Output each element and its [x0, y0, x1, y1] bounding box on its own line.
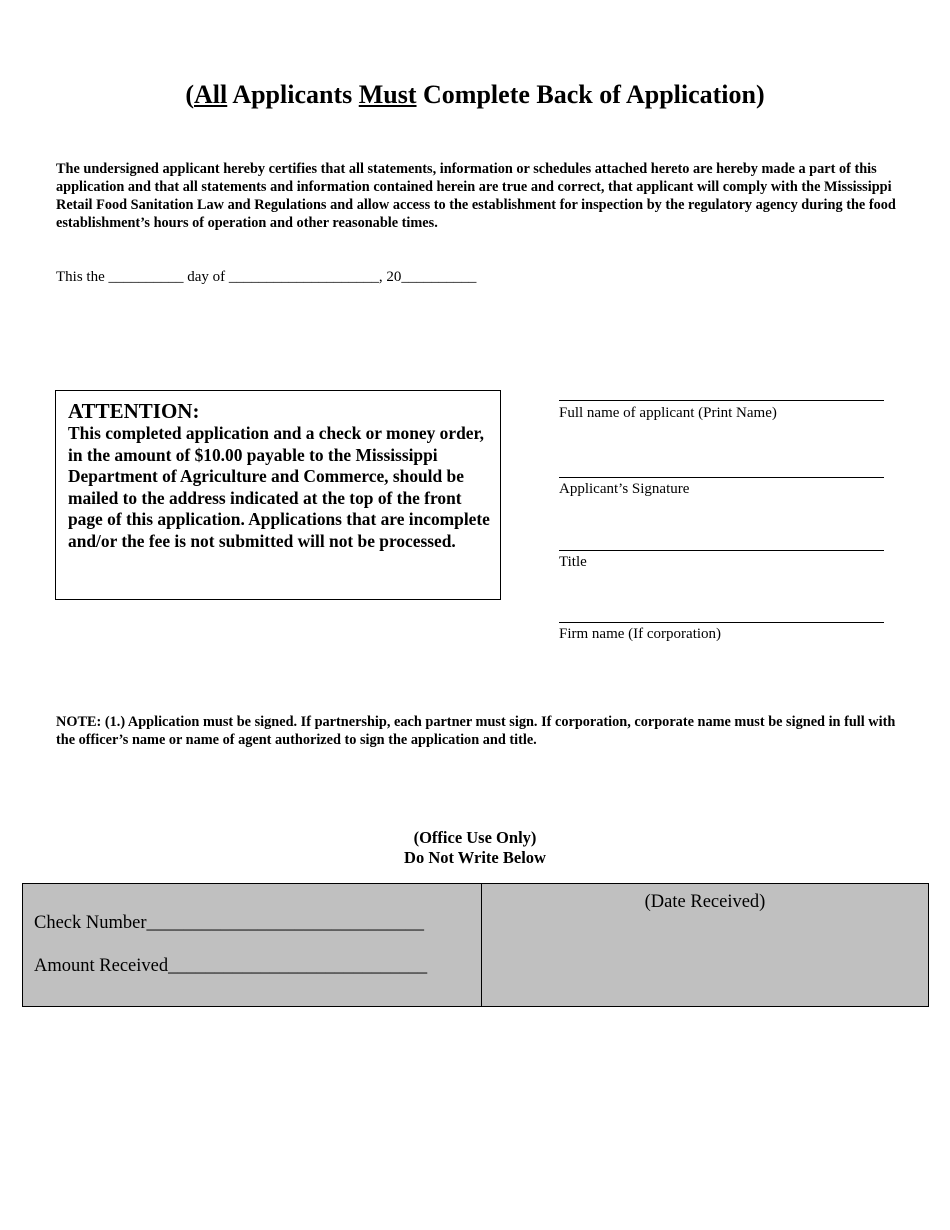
attention-heading: ATTENTION:: [68, 399, 200, 423]
date-received-label: (Date Received): [644, 892, 766, 912]
print-name-label: Full name of applicant (Print Name): [559, 405, 777, 421]
title-word-all: All: [194, 80, 228, 109]
signature-line[interactable]: [559, 477, 884, 478]
title-open-paren: (: [185, 80, 195, 109]
office-use-only-label: (Office Use Only): [413, 828, 537, 847]
title-rest: Complete Back of Application): [416, 80, 765, 109]
certification-paragraph: The undersigned applicant hereby certifies that all statements, information or schedules attached hereto are hereby made a part of this application and that all statements and information contained herein are true and correct, that applicant will comply with the Mississippi Retail Food Sanitation Law and Regulations and allow access to the establishment for inspection by the regulatory agency during the food establishment’s hours of operation and other reasonable times.: [56, 161, 896, 231]
firm-name-label: Firm name (If corporation): [559, 626, 722, 642]
office-use-left-cell: [23, 884, 482, 1006]
print-name-line[interactable]: [559, 400, 884, 401]
title-word-applicants: Applicants: [227, 80, 359, 109]
title-word-must: Must: [358, 80, 417, 109]
signature-label: Applicant’s Signature: [559, 481, 690, 497]
office-use-right-cell: [482, 884, 928, 1006]
date-line[interactable]: This the __________ day of ____________________, 20__________: [56, 269, 477, 285]
attention-body: This completed application and a check or money order, in the amount of $10.00 payable to the Mississippi Department of Agriculture and Commerce, should be mailed to the address indicated at the top of the front page of this application. Applications that are incomplete and/or the fee is not submitted will not be processed.: [68, 423, 490, 551]
office-use-table: [22, 883, 929, 1007]
title-line[interactable]: [559, 550, 884, 551]
check-number-field[interactable]: Check Number______________________________: [34, 913, 425, 933]
attention-box: [55, 390, 501, 600]
office-use-heading: [0, 828, 950, 868]
amount-received-field[interactable]: Amount Received____________________________: [34, 956, 428, 976]
note-paragraph: NOTE: (1.) Application must be signed. If partnership, each partner must sign. If corporation, corporate name must be signed in full with the officer’s name or name of agent authorized to sign the application and title.: [56, 714, 896, 748]
title-label: Title: [559, 554, 587, 570]
firm-name-line[interactable]: [559, 622, 884, 623]
page-title: [0, 78, 950, 112]
do-not-write-below-label: Do Not Write Below: [404, 848, 546, 867]
